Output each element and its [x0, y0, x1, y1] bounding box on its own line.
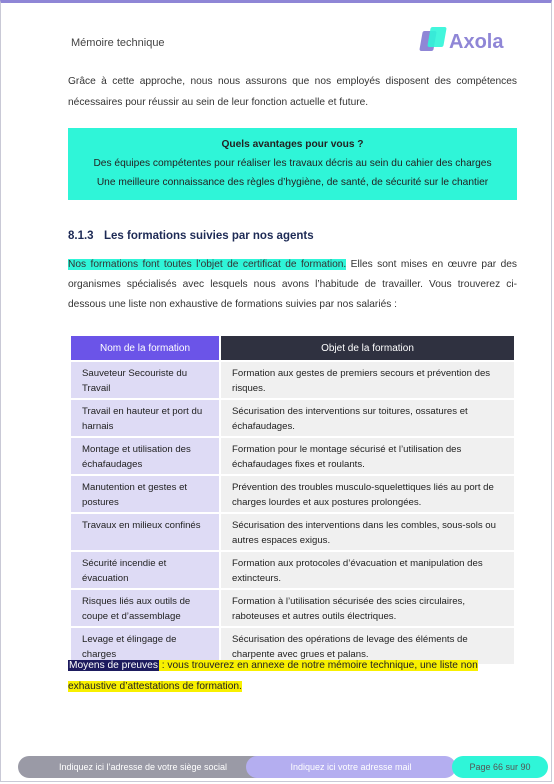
logo-mark-front — [427, 27, 447, 47]
proof-text: vous trouverez en annexe de notre mémoire technique, une liste non exhaustive d’attestations de formation. — [68, 660, 478, 692]
trainings-paragraph — [68, 255, 517, 315]
benefits-callout — [68, 128, 517, 200]
paragraph-text: Elles sont mises en œuvre par des organismes spécialisés avec lesquels nous avons l’habitude de travailler. Vous trouverez ci-dessous une liste non exhaustive de formations suivies par nos salariés : — [68, 259, 518, 310]
training-object: Sécurisation des interventions sur toitures, ossatures et échafaudages. — [221, 400, 514, 436]
training-object: Formation à l’utilisation sécurisée des scies circulaires, raboteuses et autres outils électriques. — [221, 590, 514, 626]
training-object: Sécurisation des opérations de levage des éléments de charpente avec grues et palans. — [221, 628, 514, 664]
table-header-row — [71, 336, 514, 360]
footer-email: Indiquez ici votre adresse mail — [246, 756, 456, 778]
table-row — [71, 362, 514, 398]
footer-page-number: Page 66 sur 90 — [452, 756, 548, 778]
table-row — [71, 514, 514, 550]
table-row — [71, 400, 514, 436]
proof-separator: : — [158, 660, 168, 671]
table-row — [71, 438, 514, 474]
training-object: Sécurisation des interventions dans les combles, sous-sols ou autres espaces exigus. — [221, 514, 514, 550]
footer-address: Indiquez ici l’adresse de votre siège social — [18, 756, 268, 778]
highlighted-text: Nos formations font toutes l’objet de certificat de formation. — [68, 259, 347, 270]
table-row — [71, 590, 514, 626]
training-name: Travail en hauteur et port du harnais — [71, 400, 219, 436]
header-title: Mémoire technique — [71, 37, 165, 49]
callout-title: Quels avantages pour vous ? — [221, 139, 364, 150]
training-name: Manutention et gestes et postures — [71, 476, 219, 512]
column-header-object: Objet de la formation — [221, 336, 514, 360]
training-object: Prévention des troubles musculo-squelettiques liés au port de charges lourdes et aux postures prolongées. — [221, 476, 514, 512]
proof-label: Moyens de preuves — [69, 660, 158, 671]
training-object: Formation aux protocoles d’évacuation et manipulation des extincteurs. — [221, 552, 514, 588]
intro-paragraph: Grâce à cette approche, nous nous assurons que nos employés disposent des compétences nécessaires pour réussir au sein de leur fonction actuelle et future. — [68, 76, 517, 108]
table-row — [71, 552, 514, 588]
training-name: Montage et utilisation des échafaudages — [71, 438, 219, 474]
section-number: 8.1.3 — [68, 230, 94, 242]
section-title: Les formations suivies par nos agents — [104, 230, 314, 242]
training-name: Travaux en milieux confinés — [71, 514, 219, 550]
table-row — [71, 476, 514, 512]
trainings-table — [69, 334, 516, 666]
training-name: Risques liés aux outils de coupe et d’assemblage — [71, 590, 219, 626]
logo-text: Axola — [449, 31, 504, 53]
callout-line: Des équipes compétentes pour réaliser les travaux décris au sein du cahier des charges — [93, 158, 492, 169]
proof-paragraph — [68, 655, 517, 697]
training-name: Levage et élingage de charges — [71, 628, 219, 664]
training-object: Formation pour le montage sécurisé et l’utilisation des échafaudages fixes et roulants. — [221, 438, 514, 474]
section-heading — [68, 230, 314, 242]
column-header-name: Nom de la formation — [71, 336, 219, 360]
training-name: Sauveteur Secouriste du Travail — [71, 362, 219, 398]
axola-logo — [419, 25, 519, 59]
training-object: Formation aux gestes de premiers secours et prévention des risques. — [221, 362, 514, 398]
callout-line: Une meilleure connaissance des règles d’hygiène, de santé, de sécurité sur le chantier — [96, 177, 489, 188]
training-name: Sécurité incendie et évacuation — [71, 552, 219, 588]
